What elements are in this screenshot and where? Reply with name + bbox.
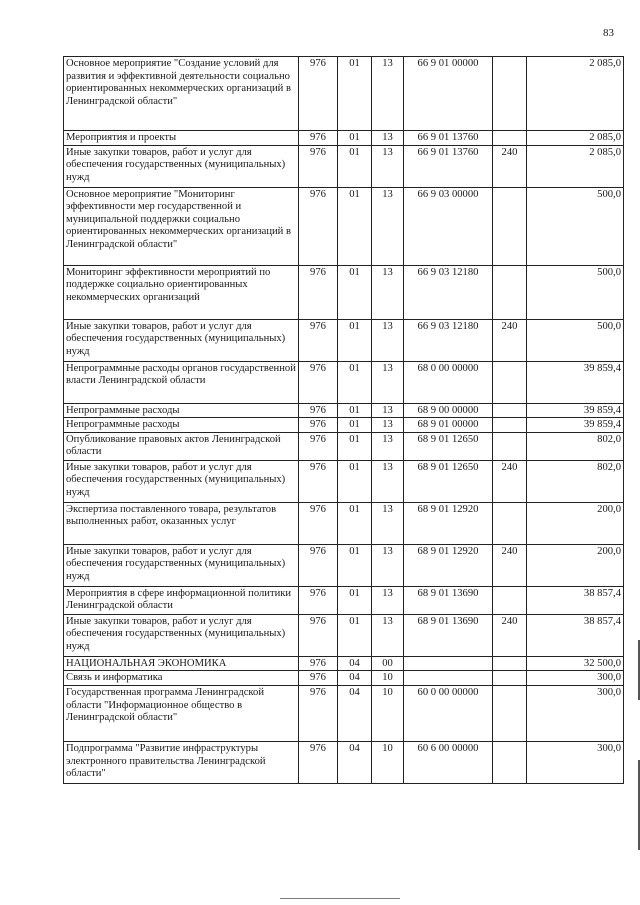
subsection-code-cell: 13 xyxy=(372,418,404,433)
table-row xyxy=(64,265,624,319)
target-article-code-cell: 66 9 03 00000 xyxy=(404,187,493,265)
admin-code-cell: 976 xyxy=(299,403,338,418)
amount-cell: 802,0 xyxy=(527,432,624,460)
row-name-cell: Экспертиза поставленного товара, результатов выполненных работ, оказанных услуг xyxy=(64,502,299,544)
expense-type-code-cell xyxy=(493,586,527,614)
subsection-code-cell: 13 xyxy=(372,614,404,656)
target-article-code-cell: 68 9 01 12650 xyxy=(404,432,493,460)
amount-cell: 500,0 xyxy=(527,265,624,319)
table-row xyxy=(64,403,624,418)
section-code-cell: 01 xyxy=(338,57,372,131)
target-article-code-cell: 66 9 03 12180 xyxy=(404,265,493,319)
section-code-cell: 04 xyxy=(338,685,372,741)
admin-code-cell: 976 xyxy=(299,265,338,319)
target-article-code-cell: 66 9 03 12180 xyxy=(404,319,493,361)
subsection-code-cell: 10 xyxy=(372,741,404,783)
subsection-code-cell: 13 xyxy=(372,57,404,131)
expense-type-code-cell: 240 xyxy=(493,145,527,187)
target-article-code-cell xyxy=(404,671,493,686)
admin-code-cell: 976 xyxy=(299,131,338,146)
section-code-cell: 01 xyxy=(338,403,372,418)
row-name-cell: Основное мероприятие "Создание условий для развития и эффективной деятельности социально ориентированных некоммерческих организаций в Ленинградской области" xyxy=(64,57,299,131)
amount-cell: 39 859,4 xyxy=(527,418,624,433)
target-article-code-cell: 66 9 01 13760 xyxy=(404,145,493,187)
subsection-code-cell: 13 xyxy=(372,403,404,418)
subsection-code-cell: 13 xyxy=(372,187,404,265)
admin-code-cell: 976 xyxy=(299,57,338,131)
subsection-code-cell: 13 xyxy=(372,460,404,502)
subsection-code-cell: 13 xyxy=(372,502,404,544)
section-code-cell: 01 xyxy=(338,131,372,146)
target-article-code-cell: 68 9 01 13690 xyxy=(404,586,493,614)
expense-type-code-cell: 240 xyxy=(493,544,527,586)
subsection-code-cell: 13 xyxy=(372,544,404,586)
section-code-cell: 01 xyxy=(338,145,372,187)
expense-type-code-cell xyxy=(493,432,527,460)
amount-cell: 200,0 xyxy=(527,544,624,586)
expense-type-code-cell xyxy=(493,403,527,418)
admin-code-cell: 976 xyxy=(299,361,338,403)
table-row xyxy=(64,432,624,460)
admin-code-cell: 976 xyxy=(299,319,338,361)
subsection-code-cell: 10 xyxy=(372,671,404,686)
amount-cell: 300,0 xyxy=(527,671,624,686)
row-name-cell: Мониторинг эффективности мероприятий по поддержке социально ориентированных некоммерческих организаций xyxy=(64,265,299,319)
expense-type-code-cell xyxy=(493,187,527,265)
expense-type-code-cell: 240 xyxy=(493,319,527,361)
subsection-code-cell: 13 xyxy=(372,265,404,319)
admin-code-cell: 976 xyxy=(299,671,338,686)
row-name-cell: Иные закупки товаров, работ и услуг для обеспечения государственных (муниципальных) нужд xyxy=(64,544,299,586)
section-code-cell: 01 xyxy=(338,319,372,361)
section-code-cell: 04 xyxy=(338,671,372,686)
subsection-code-cell: 13 xyxy=(372,145,404,187)
amount-cell: 39 859,4 xyxy=(527,361,624,403)
table-row xyxy=(64,57,624,131)
admin-code-cell: 976 xyxy=(299,432,338,460)
section-code-cell: 01 xyxy=(338,460,372,502)
section-code-cell: 01 xyxy=(338,502,372,544)
expense-type-code-cell xyxy=(493,361,527,403)
table-row xyxy=(64,319,624,361)
expense-type-code-cell xyxy=(493,671,527,686)
amount-cell: 300,0 xyxy=(527,741,624,783)
amount-cell: 200,0 xyxy=(527,502,624,544)
admin-code-cell: 976 xyxy=(299,418,338,433)
admin-code-cell: 976 xyxy=(299,656,338,671)
target-article-code-cell: 68 9 01 12920 xyxy=(404,502,493,544)
table-row xyxy=(64,656,624,671)
expense-type-code-cell xyxy=(493,57,527,131)
admin-code-cell: 976 xyxy=(299,502,338,544)
row-name-cell: Мероприятия и проекты xyxy=(64,131,299,146)
target-article-code-cell: 66 9 01 00000 xyxy=(404,57,493,131)
expense-type-code-cell: 240 xyxy=(493,460,527,502)
amount-cell: 39 859,4 xyxy=(527,403,624,418)
subsection-code-cell: 13 xyxy=(372,319,404,361)
admin-code-cell: 976 xyxy=(299,187,338,265)
amount-cell: 500,0 xyxy=(527,319,624,361)
subsection-code-cell: 00 xyxy=(372,656,404,671)
row-name-cell: Иные закупки товаров, работ и услуг для обеспечения государственных (муниципальных) нужд xyxy=(64,319,299,361)
table-row xyxy=(64,685,624,741)
section-code-cell: 04 xyxy=(338,741,372,783)
amount-cell: 500,0 xyxy=(527,187,624,265)
expense-type-code-cell xyxy=(493,418,527,433)
table-row xyxy=(64,131,624,146)
table-row xyxy=(64,145,624,187)
section-code-cell: 01 xyxy=(338,586,372,614)
expense-type-code-cell: 240 xyxy=(493,614,527,656)
table-row xyxy=(64,460,624,502)
page-number: 83 xyxy=(603,27,614,39)
subsection-code-cell: 13 xyxy=(372,432,404,460)
amount-cell: 38 857,4 xyxy=(527,586,624,614)
row-name-cell: Мероприятия в сфере информационной политики Ленинградской области xyxy=(64,586,299,614)
row-name-cell: Опубликование правовых актов Ленинградской области xyxy=(64,432,299,460)
section-code-cell: 01 xyxy=(338,544,372,586)
table-row xyxy=(64,418,624,433)
section-code-cell: 01 xyxy=(338,418,372,433)
expense-type-code-cell xyxy=(493,741,527,783)
row-name-cell: Иные закупки товаров, работ и услуг для обеспечения государственных (муниципальных) нужд xyxy=(64,145,299,187)
row-name-cell: Непрограммные расходы органов государственной власти Ленинградской области xyxy=(64,361,299,403)
expense-type-code-cell xyxy=(493,502,527,544)
table-row xyxy=(64,361,624,403)
admin-code-cell: 976 xyxy=(299,544,338,586)
section-code-cell: 01 xyxy=(338,361,372,403)
subsection-code-cell: 13 xyxy=(372,586,404,614)
table-row xyxy=(64,614,624,656)
target-article-code-cell xyxy=(404,656,493,671)
expense-type-code-cell xyxy=(493,131,527,146)
row-name-cell: Государственная программа Ленинградской области "Информационное общество в Ленинградской области" xyxy=(64,685,299,741)
admin-code-cell: 976 xyxy=(299,145,338,187)
row-name-cell: Непрограммные расходы xyxy=(64,403,299,418)
section-code-cell: 04 xyxy=(338,656,372,671)
expense-type-code-cell xyxy=(493,656,527,671)
expense-type-code-cell xyxy=(493,685,527,741)
table-row xyxy=(64,586,624,614)
admin-code-cell: 976 xyxy=(299,685,338,741)
admin-code-cell: 976 xyxy=(299,460,338,502)
target-article-code-cell: 66 9 01 13760 xyxy=(404,131,493,146)
scan-bottom-mark xyxy=(280,898,400,899)
target-article-code-cell: 60 0 00 00000 xyxy=(404,685,493,741)
target-article-code-cell: 68 9 01 12650 xyxy=(404,460,493,502)
row-name-cell: Связь и информатика xyxy=(64,671,299,686)
admin-code-cell: 976 xyxy=(299,741,338,783)
row-name-cell: Подпрограмма "Развитие инфраструктуры электронного правительства Ленинградской области" xyxy=(64,741,299,783)
amount-cell: 2 085,0 xyxy=(527,145,624,187)
target-article-code-cell: 68 9 01 00000 xyxy=(404,418,493,433)
section-code-cell: 01 xyxy=(338,614,372,656)
target-article-code-cell: 68 9 01 12920 xyxy=(404,544,493,586)
table-row xyxy=(64,502,624,544)
amount-cell: 32 500,0 xyxy=(527,656,624,671)
budget-table xyxy=(63,56,624,784)
table-row xyxy=(64,187,624,265)
table-row xyxy=(64,544,624,586)
amount-cell: 300,0 xyxy=(527,685,624,741)
row-name-cell: НАЦИОНАЛЬНАЯ ЭКОНОМИКА xyxy=(64,656,299,671)
section-code-cell: 01 xyxy=(338,265,372,319)
target-article-code-cell: 68 0 00 00000 xyxy=(404,361,493,403)
subsection-code-cell: 13 xyxy=(372,131,404,146)
amount-cell: 2 085,0 xyxy=(527,57,624,131)
amount-cell: 802,0 xyxy=(527,460,624,502)
row-name-cell: Непрограммные расходы xyxy=(64,418,299,433)
target-article-code-cell: 68 9 00 00000 xyxy=(404,403,493,418)
expense-type-code-cell xyxy=(493,265,527,319)
target-article-code-cell: 68 9 01 13690 xyxy=(404,614,493,656)
target-article-code-cell: 60 6 00 00000 xyxy=(404,741,493,783)
table-row xyxy=(64,671,624,686)
section-code-cell: 01 xyxy=(338,187,372,265)
row-name-cell: Иные закупки товаров, работ и услуг для обеспечения государственных (муниципальных) нужд xyxy=(64,460,299,502)
subsection-code-cell: 10 xyxy=(372,685,404,741)
table-row xyxy=(64,741,624,783)
subsection-code-cell: 13 xyxy=(372,361,404,403)
admin-code-cell: 976 xyxy=(299,586,338,614)
row-name-cell: Иные закупки товаров, работ и услуг для обеспечения государственных (муниципальных) нужд xyxy=(64,614,299,656)
amount-cell: 2 085,0 xyxy=(527,131,624,146)
section-code-cell: 01 xyxy=(338,432,372,460)
amount-cell: 38 857,4 xyxy=(527,614,624,656)
admin-code-cell: 976 xyxy=(299,614,338,656)
row-name-cell: Основное мероприятие "Мониторинг эффективности мер государственной и муниципальной поддержки социально ориентированных некоммерческих организаций в Ленинградской области" xyxy=(64,187,299,265)
